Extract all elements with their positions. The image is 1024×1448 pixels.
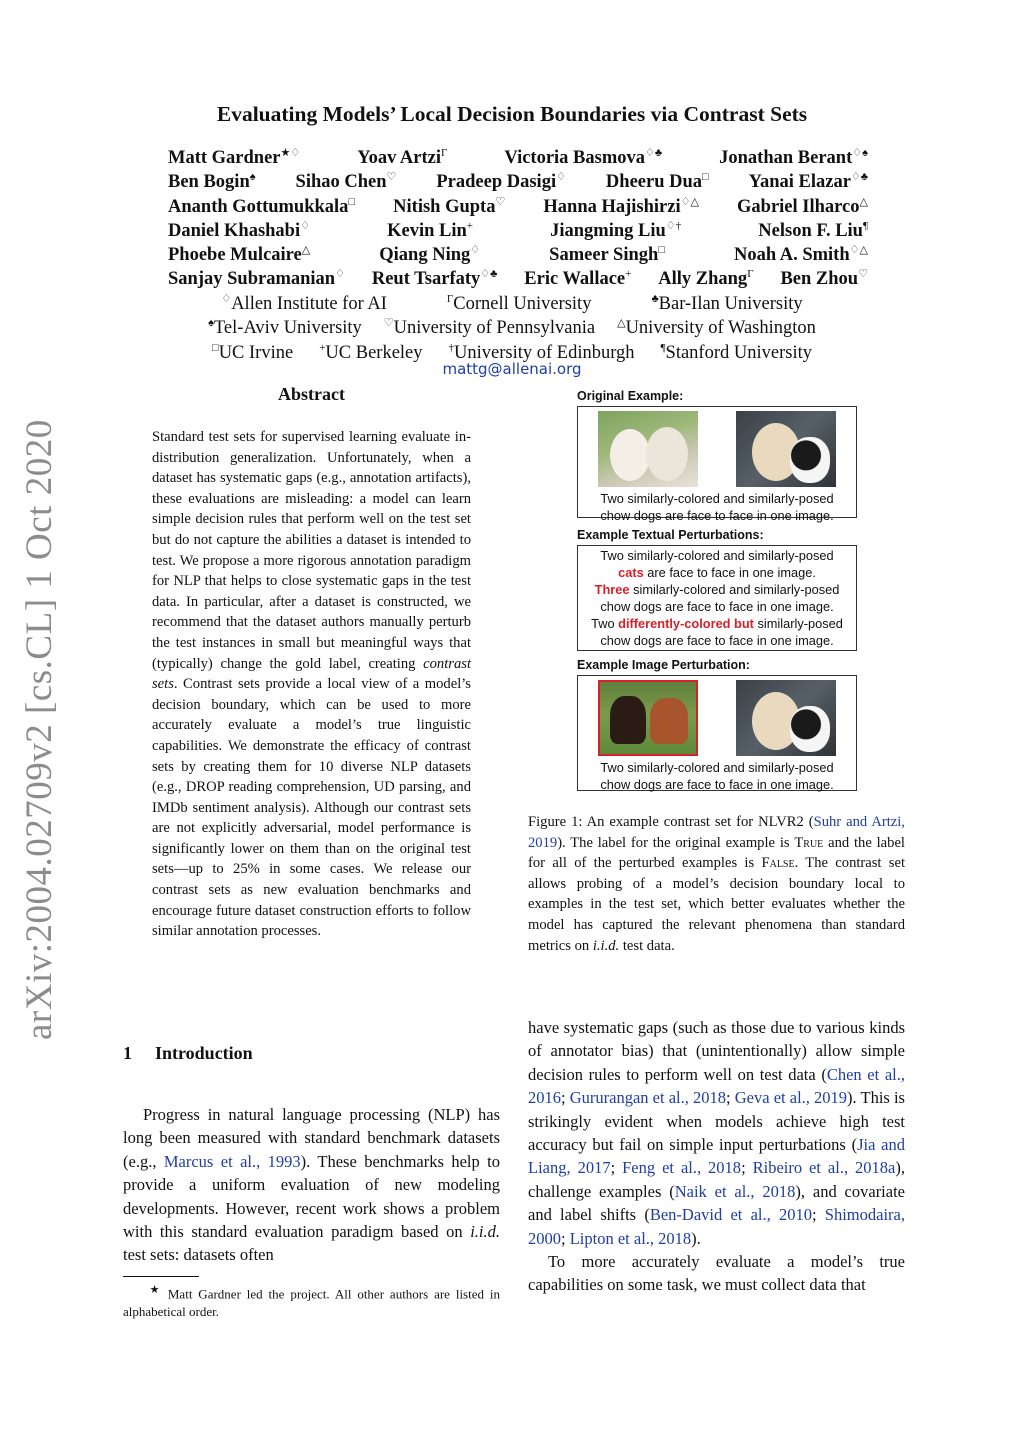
image-perturbation-box (577, 675, 857, 791)
author-row (168, 141, 868, 169)
author-row (168, 214, 868, 242)
affiliation: ♣Bar-Ilan University (651, 293, 803, 315)
affiliation-row (0, 287, 1024, 315)
author: Eric Wallace+ (524, 268, 632, 290)
paragraph: have systematic gaps (such as those due to various kinds of annotator bias) that (unintentionally) allow simple decision rules to perform well on test data (Chen et al., 2016; Gururangan et al., 2018; Geva et al., 2019). This is strikingly evident when models achieve high test accuracy but fail on simple input perturbations (Jia and Liang, 2017; Feng et al., 2018; Ribeiro et al., 2018a), challenge examples (Naik et al., 2018), and covariate and label shifts (Ben-David et al., 2010; Shimodaira, 2000; Lipton et al., 2018). (528, 1018, 906, 1248)
author: Nitish Gupta♡ (393, 195, 506, 217)
author: Ben Zhou♡ (780, 268, 868, 290)
perturbation-line: chow dogs are face to face in one image. (600, 633, 834, 648)
author: Phoebe Mulcaire△ (168, 244, 311, 266)
figure-1 (577, 386, 857, 791)
original-caption-line: chow dogs are face to face in one image. (600, 508, 834, 523)
perturbed-image-right (736, 680, 836, 756)
affiliation: ♢Allen Institute for AI (221, 293, 387, 315)
author: Noah A. Smith♢△ (733, 244, 868, 266)
author: Sameer Singh□ (549, 244, 665, 266)
perturbation-line: Two differently-colored but similarly-posed (591, 616, 843, 631)
affiliation-row (0, 336, 1024, 363)
paragraph: To more accurately evaluate a model’s true capabilities on some task, we must collect data that (528, 1252, 905, 1295)
author-row (168, 190, 868, 217)
author: Sanjay Subramanian♢ (168, 268, 345, 290)
author: Pradeep Dasigi♢ (436, 171, 566, 193)
affiliation-list (0, 287, 1024, 363)
author-row (168, 262, 868, 290)
author: Qiang Ning♢ (379, 244, 481, 266)
author: Jiangming Liu♢† (550, 219, 682, 242)
section-heading-introduction: 1 Introduction (123, 1043, 253, 1063)
perturbed-image-left (598, 680, 698, 756)
author-list (168, 141, 868, 290)
figure-label-image: Example Image Perturbation: (577, 658, 750, 672)
author: Ben Bogin♠ (168, 171, 256, 193)
image-caption-line: Two similarly-colored and similarly-posed (600, 760, 834, 775)
original-caption-line: Two similarly-colored and similarly-posed (600, 491, 834, 506)
figure-caption: Figure 1: An example contrast set for NLVR2 (Suhr and Artzi, 2019). The label for the original example is True and the label for all of the perturbed examples is False. The contrast set allows probing of a model’s decision boundary local to examples in the test set, which better evaluates whether the model has captured the relevant phenomena than standard metrics on i.i.d. test data. (528, 814, 906, 954)
author: Hanna Hajishirzi♢△ (543, 195, 699, 217)
figure-label-textual: Example Textual Perturbations: (577, 528, 764, 542)
perturbation-line: Three similarly-colored and similarly-posed (594, 582, 840, 597)
citation-link[interactable]: Shimodaira, 2000 (528, 1205, 905, 1248)
affiliation: ¶Stanford University (660, 341, 812, 363)
author-row (168, 165, 868, 193)
author: Reut Tsarfaty♢♣ (371, 268, 498, 290)
citation-link[interactable]: Chen et al., 2016 (528, 1064, 905, 1108)
original-image-right (736, 411, 836, 487)
author: Dheeru Dua□ (605, 171, 709, 193)
figure-label-original: Original Example: (577, 389, 684, 403)
introduction-paragraph: Progress in natural language processing (NLP) has long been measured with standard benchmark datasets (e.g., Marcus et al., 1993). These benchmarks help to provide a uniform evaluation of new modeling developments. However, recent work shows a problem with this standard evaluation paradigm based on i.i.d. test sets: datasets often (123, 1105, 500, 1265)
original-example-box (577, 406, 857, 523)
textual-perturbations-box (577, 545, 857, 651)
author: Nelson F. Liu¶ (758, 219, 868, 242)
image-caption-line: chow dogs are face to face in one image. (600, 777, 834, 792)
author-row (168, 238, 868, 266)
affiliation: □UC Irvine (212, 341, 294, 363)
abstract-text: Standard test sets for supervised learning evaluate in-distribution generalization. Unfortunately, when a dataset has systematic gaps (e.g., annotation artifacts), these evaluations are misleading: a model can learn simple decision rules that perform well on the test set but do not capture the abilities a dataset is intended to test. We propose a more rigorous annotation paradigm for NLP that helps to close systematic gaps in the test data. In particular, after a dataset is constructed, we recommend that the dataset authors manually perturb the test instances in small but meaningful ways that (typically) change the gold label, creating contrast sets. Contrast sets provide a local view of a model’s decision boundary, which can be used to more accurately evaluate a model’s true linguistic capabilities. We demonstrate the efficacy of contrast sets by creating them for 10 diverse NLP datasets (e.g., DROP reading comprehension, UD parsing, and IMDb sentiment analysis). Although our contrast sets are not explicitly adversarial, model performance is significantly lower on them than on the original test sets—up to 25% in some cases. We release our contrast sets as new evaluation benchmarks and encourage future dataset construction efforts to follow similar annotation processes. (152, 429, 471, 940)
citation-link[interactable]: Lipton et al., 2018 (569, 1228, 692, 1248)
citation-link[interactable]: Suhr and Artzi, 2019 (528, 814, 905, 851)
footnote: ★ Matt Gardner led the project. All other authors are listed in alphabetical order. (123, 1284, 500, 1320)
citation-link[interactable]: Feng et al., 2018 (622, 1158, 742, 1178)
author: Kevin Lin+ (387, 219, 474, 242)
perturbation-line: chow dogs are face to face in one image. (600, 599, 834, 614)
citation-link[interactable]: Naik et al., 2018 (674, 1181, 796, 1201)
affiliation: †University of Edinburgh (448, 341, 635, 363)
author: Matt Gardner★♢ (168, 147, 301, 169)
affiliation: △University of Washington (617, 317, 816, 339)
abstract-heading: Abstract (278, 384, 345, 404)
author: Yoav Artzi$^\Gamma$ (357, 147, 448, 169)
author: Victoria Basmova♢♣ (504, 147, 663, 169)
author: Yanai Elazar♢♣ (748, 171, 868, 193)
original-image-left (598, 411, 698, 487)
affiliation: $^\Gamma$Cornell University (446, 293, 592, 315)
citation-link[interactable]: Marcus et al., 1993 (163, 1151, 301, 1171)
affiliation-row (0, 311, 1024, 339)
author: Daniel Khashabi♢ (168, 219, 310, 242)
citation-link[interactable]: Jia and Liang, 2017 (528, 1135, 906, 1178)
affiliation: +UC Berkeley (319, 341, 423, 363)
body-text-right-column (528, 1016, 905, 1297)
citation-link[interactable]: Ribeiro et al., 2018a (752, 1158, 896, 1178)
affiliation: ♡University of Pennsylvania (383, 317, 596, 339)
paper-title: Evaluating Models’ Local Decision Boundaries via Contrast Sets (216, 102, 808, 126)
citation-link[interactable]: Ben-David et al., 2010 (649, 1205, 812, 1225)
arxiv-identifier: arXiv:2004.02709v2 [cs.CL] 1 Oct 2020 (19, 419, 60, 1040)
perturbation-line: Two similarly-colored and similarly-posed (600, 548, 834, 563)
author: Sihao Chen♡ (295, 171, 397, 193)
citation-link[interactable]: Gururangan et al., 2018 (569, 1088, 727, 1108)
contact-email[interactable]: mattg@allenai.org (442, 360, 582, 378)
author: Gabriel Ilharco△ (737, 195, 868, 217)
author: Ally Zhang$^\Gamma$ (658, 268, 754, 290)
author: Ananth Gottumukkala□ (168, 195, 356, 217)
footnote-divider (123, 1276, 199, 1277)
perturbation-line: cats are face to face in one image. (618, 565, 816, 580)
author: Jonathan Berant♢♠ (719, 147, 868, 169)
citation-link[interactable]: Geva et al., 2019 (734, 1088, 848, 1108)
affiliation: ♠Tel-Aviv University (208, 317, 362, 339)
